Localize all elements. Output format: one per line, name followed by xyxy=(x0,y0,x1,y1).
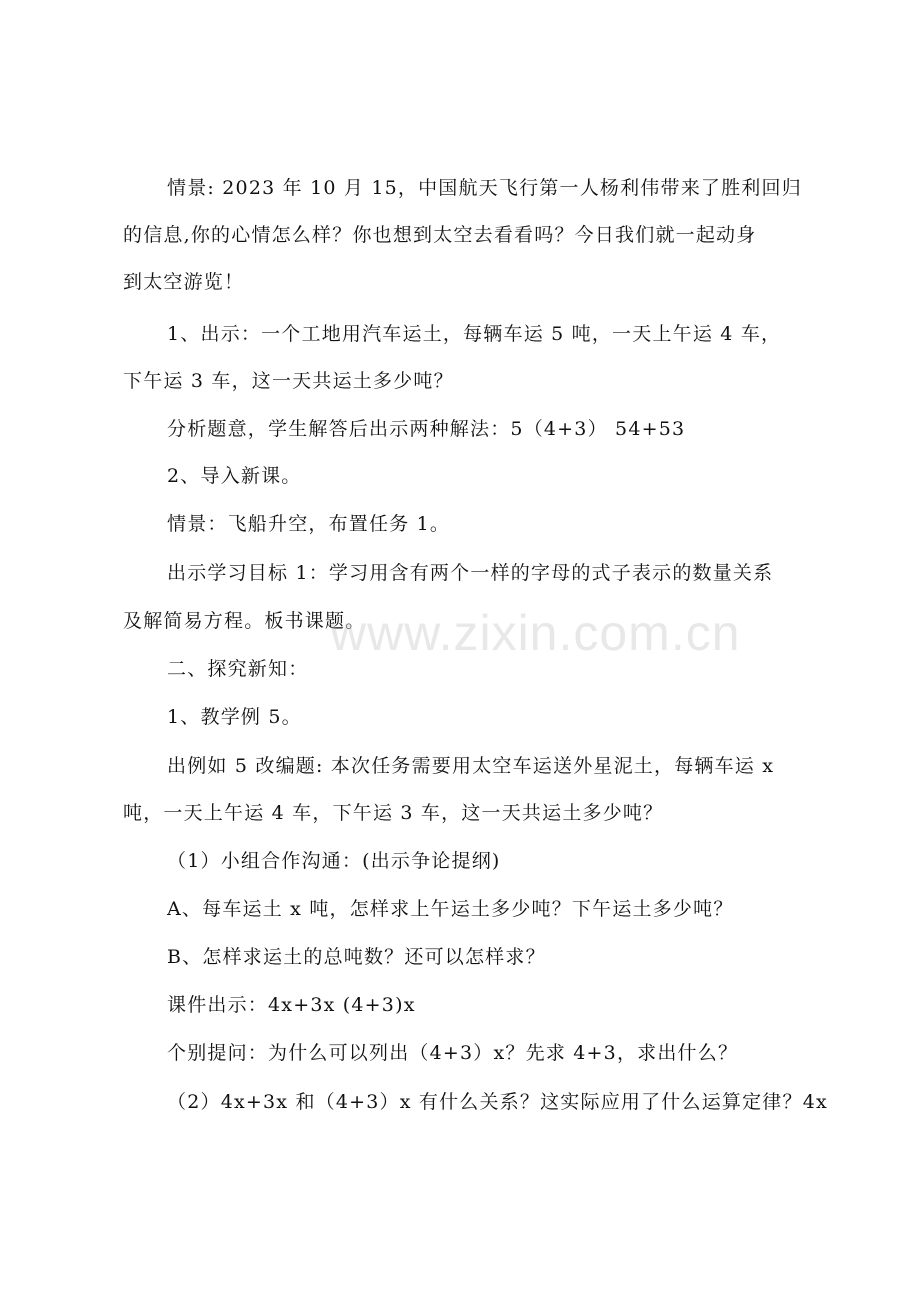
text-line-13: 出例如 5 改编题: 本次任务需要用太空车运送外星泥土，每辆车运 x xyxy=(167,755,775,777)
text-line-20: （2）4x+3x 和（4+3）x 有什么关系？这实际应用了什么运算定律？4x xyxy=(167,1091,828,1113)
text-line-1: 情景: 2023 年 10 月 15，中国航天飞行第一人杨利伟带来了胜利回归 xyxy=(167,177,802,199)
text-line-3: 到太空游览！ xyxy=(123,271,245,293)
text-line-12: 1、教学例 5。 xyxy=(167,706,302,728)
text-line-15: （1）小组合作沟通：(出示争论提纲) xyxy=(167,850,501,872)
text-line-14: 吨，一天上午运 4 车，下午运 3 车，这一天共运土多少吨？ xyxy=(123,802,664,824)
text-line-18: 课件出示：4x+3x (4+3)x xyxy=(167,994,416,1016)
text-line-7: 2、导入新课。 xyxy=(167,465,302,487)
text-line-11: 二、探究新知： xyxy=(167,658,309,680)
text-line-19: 个别提问：为什么可以列出（4+3）x？先求 4+3，求出什么？ xyxy=(167,1042,739,1064)
text-line-10: 及解简易方程。板书课题。 xyxy=(123,610,366,632)
watermark: www.zixin.com.cn xyxy=(330,605,741,661)
text-line-4: 1、出示：一个工地用汽车运土，每辆车运 5 吨，一天上午运 4 车， xyxy=(167,323,782,345)
text-line-5: 下午运 3 车，这一天共运土多少吨？ xyxy=(123,370,454,392)
text-line-16: A、每车运土 x 吨，怎样求上午运土多少吨？下午运土多少吨？ xyxy=(167,898,734,920)
text-line-6: 分析题意，学生解答后出示两种解法：5（4+3） 54+53 xyxy=(167,418,686,440)
text-line-9: 出示学习目标 1：学习用含有两个一样的字母的式子表示的数量关系 xyxy=(167,562,774,584)
text-line-8: 情景：飞船升空，布置任务 1。 xyxy=(167,513,451,535)
text-line-2: 的信息,你的心情怎么样？你也想到太空去看看吗？今日我们就一起动身 xyxy=(123,224,757,246)
text-line-17: B、怎样求运土的总吨数？还可以怎样求？ xyxy=(167,946,546,968)
